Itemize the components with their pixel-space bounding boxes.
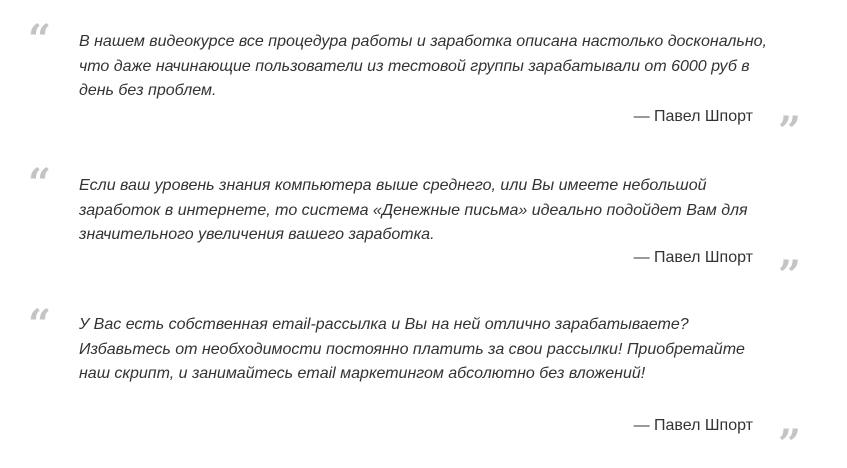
open-quote-icon: “ — [28, 301, 52, 348]
open-quote-icon: “ — [28, 16, 52, 63]
testimonial-author: — Павел Шпорт — [633, 417, 753, 434]
testimonial-author: — Павел Шпорт — [633, 108, 753, 125]
testimonial-text: Если ваш уровень знания компьютера выше среднего, или Вы имеете небольшой заработок в интернете, то система «Денежные письма» идеально подойдет Вам для значительного увеличения вашего заработка. — [79, 177, 748, 243]
testimonial-author: — Павел Шпорт — [633, 249, 753, 266]
close-quote-icon: ” — [778, 108, 802, 155]
close-quote-icon: ” — [778, 252, 802, 299]
testimonial-text: В нашем видеокурсе все процедура работы и заработка описана настолько досконально, что даже начинающие пользователи из тестовой группы зарабатывали от 6000 руб в день без проблем. — [79, 33, 767, 99]
testimonial-text: У Вас есть собственная email-рассылка и Вы на ней отлично зарабатываете? Избавьтесь от необходимости постоянно платить за свои рассылки! Приобретайте наш скрипт, и занимайтесь email маркетингом абсолютно без вложений! — [79, 316, 745, 382]
close-quote-icon: ” — [778, 421, 802, 468]
open-quote-icon: “ — [28, 160, 52, 207]
